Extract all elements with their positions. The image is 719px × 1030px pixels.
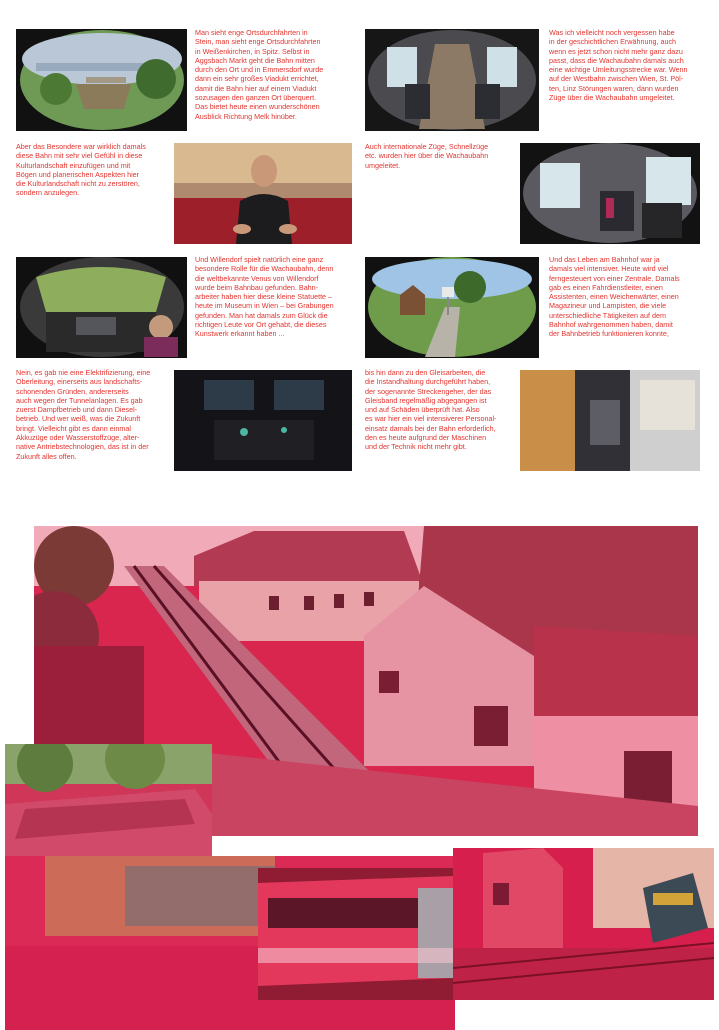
photo-train-interior-fisheye [365,29,539,131]
photo-cab-driver-fisheye [16,257,187,358]
collage-red-train-window [258,868,453,1000]
collage-overgrown-wall [5,744,212,856]
photo-interview-man [174,143,352,244]
text-block-venus-willendorf: Und Willendorf spielt natürlich eine ganz besondere Rolle für die Wachaubahn, denn die weltbekannte Venus von Willendorf wurde beim Bahnbau gefunden. Bahn- arbeiter haben hier diese kleine Statuette – heute im Museum in Wien – bei Grabungen gefunden. Man hat damals zum Glück die richtigen Leute vor Ort gehabt, die dieses Kunstwerk erkannt haben ... [195,255,334,339]
photo-viaduct-fisheye [16,29,187,131]
collage-house-train-right [453,848,714,1000]
text-block-elektrifizierung: Nein, es gab nie eine Elektrifizierung, eine Oberleitung, einerseits aus landschafts- schonenden Gründen, andererseits auch wegen der Tunnelanlagen. Es gab zuerst Dampfbetrieb und dann Diesel- betrieb. Und wer weiß, was die Zukunft bringt. Vielleicht gibt es dann einmal Akkuzüge oder Wasserstoffzüge, alter- native Antriebstechnologien, das ist in der Zukunft alles offen. [16,368,151,461]
photo-train-seats-fisheye [520,143,700,244]
photo-dark-cab [174,370,352,471]
text-block-schnellzuege: Auch internationale Züge, Schnellzüge etc. wurden hier über die Wachaubahn umgeleitet. [365,142,489,170]
text-block-gleisarbeiten: bis hin dann zu den Gleisarbeiten, die die Instandhaltung durchgeführt haben, der sogenannte Streckengeher, der das Gleisband regelmäßig abgegangen ist und auf Schäden überprüft hat. Also es war hier ein viel intensiverer Personal- einsatz damals bei der Bahn erforderlich, den es heute aufgrund der Maschinen und der Technik nicht mehr gibt. [365,368,497,452]
text-block-ortsdurchfahrten: Man sieht enge Ortsdurchfahrten in Stein, man sieht enge Ortsdurchfahrten in Weißenkirchen, in Spitz. Selbst in Aggsbach Markt geht die Bahn mitten durch den Ort und in Emmersdorf wurde dann ein sehr großes Viadukt errichtet, damit die Bahn hier auf einem Viadukt sozusagen den ganzen Ort überquert. Das bietet heute einen wunderschönen Ausblick Richtung Melk hinüber. [195,28,324,121]
text-block-umleitungsstrecke: Was ich vielleicht noch vergessen habe in der geschichtlichen Erwähnung, auch wenn es jetzt schon nicht mehr ganz dazu passt, dass die Wachaubahn damals auch eine wichtige Umleitungsstrecke war. Wenn auf der Westbahn zwischen Wien, St. Pöl- ten, Linz Störungen waren, dann wurden Züge über die Wachaubahn umgeleitet. [549,28,688,103]
photo-train-door [520,370,700,471]
text-block-kulturlandschaft: Aber das Besondere war wirklich damals diese Bahn mit sehr viel Gefühl in diese Kulturlandschaft einzufügen und mit Bögen und planerischen Aspekten hier die Kulturlandschaft nicht zu zerstören, sondern anzulegen. [16,142,146,198]
text-block-leben-am-bahnhof: Und das Leben am Bahnhof war ja damals viel intensiver. Heute wird viel ferngesteuert von einer Zentrale. Damals gab es einen Fahrdienstleiter, einen Assistenten, einen Weichenwärter, einen Magazineur und Lampisten, die viele unterschiedliche Tätigkeiten auf dem Bahnhof wahrgenommen haben, damit der Bahnbetrieb funktionieren konnte, [549,255,680,339]
photo-hut-landscape-fisheye [365,257,539,358]
